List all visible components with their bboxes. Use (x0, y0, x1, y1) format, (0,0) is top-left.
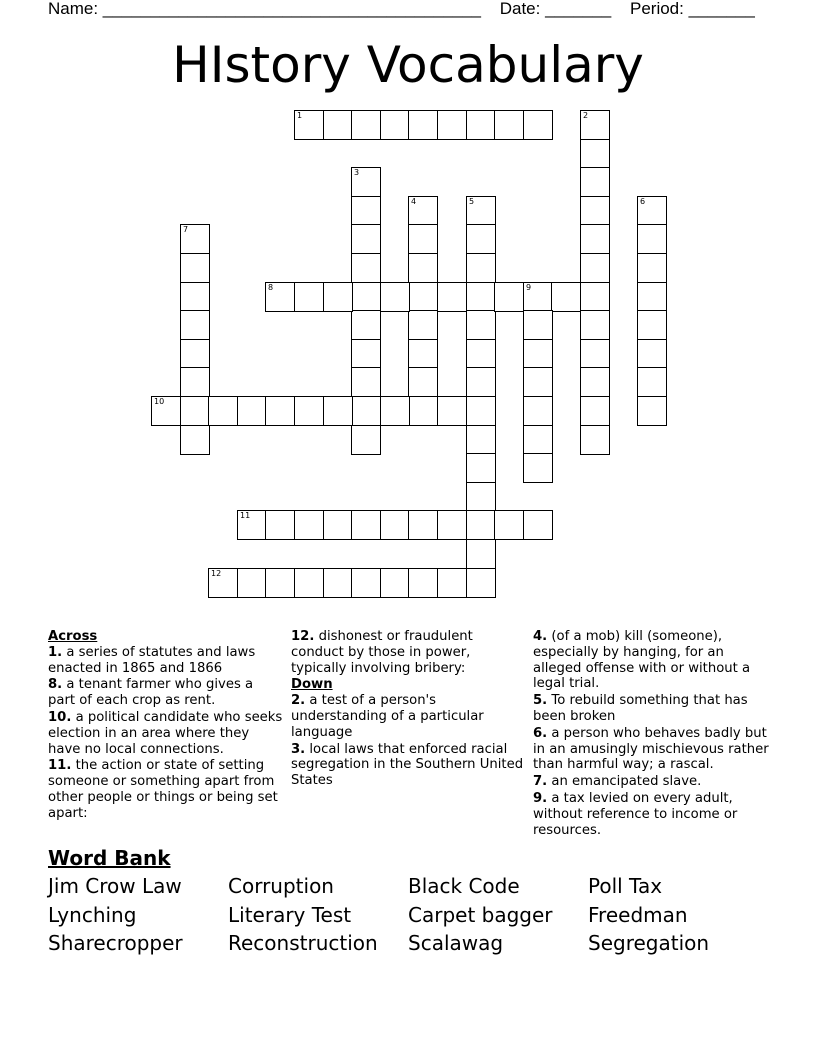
crossword-cell[interactable] (237, 510, 267, 540)
crossword-cell[interactable] (437, 110, 467, 140)
crossword-cell[interactable] (466, 339, 496, 369)
crossword-cell[interactable] (466, 224, 496, 254)
crossword-cell[interactable] (380, 282, 410, 312)
crossword-cell[interactable] (637, 396, 667, 426)
crossword-cell[interactable] (265, 396, 295, 426)
down-clue-5: 5. To rebuild something that has been broken (533, 693, 748, 724)
crossword-cell[interactable] (180, 310, 210, 340)
crossword-cell[interactable] (323, 282, 353, 312)
crossword-cell[interactable] (580, 339, 610, 369)
crossword-cell[interactable] (466, 110, 496, 140)
crossword-cell[interactable] (523, 310, 553, 340)
word-bank-item: Lynching (48, 903, 137, 927)
crossword-cell[interactable] (351, 224, 381, 254)
down-clue-4: 4. (of a mob) kill (someone), especially by hanging, for an alleged offense with or without a legal trial. (533, 629, 751, 692)
crossword-cell[interactable] (437, 510, 467, 540)
crossword-cell[interactable] (494, 282, 524, 312)
across-clue-10: 10. a political candidate who seeks election in an area where they have no local connections. (48, 709, 283, 757)
crossword-cell[interactable] (380, 568, 410, 598)
clue-number: 7 (183, 225, 189, 234)
crossword-cell[interactable] (351, 310, 381, 340)
crossword-cell[interactable] (437, 282, 467, 312)
across-clue-11: 11. the action or state of setting someone or something apart from other people or things or being set apart: (48, 758, 278, 821)
crossword-cell[interactable] (408, 367, 438, 397)
crossword-cell[interactable] (294, 110, 324, 140)
crossword-cell[interactable] (466, 539, 496, 569)
crossword-cell[interactable] (208, 568, 238, 598)
clue-number: 5 (469, 197, 475, 206)
crossword-cell[interactable] (637, 196, 667, 226)
crossword-cell[interactable] (580, 167, 610, 197)
crossword-cell[interactable] (523, 339, 553, 369)
crossword-cell[interactable] (408, 282, 438, 312)
crossword-cell[interactable] (380, 396, 410, 426)
crossword-cell[interactable] (351, 425, 381, 455)
crossword-cell[interactable] (351, 367, 381, 397)
crossword-cell[interactable] (380, 110, 410, 140)
crossword-cell[interactable] (408, 568, 438, 598)
crossword-cell[interactable] (180, 253, 210, 283)
crossword-cell[interactable] (180, 224, 210, 254)
crossword-cell[interactable] (180, 396, 210, 426)
crossword-cell[interactable] (523, 110, 553, 140)
crossword-cell[interactable] (523, 282, 553, 312)
crossword-cell[interactable] (580, 110, 610, 140)
word-bank-item: Freedman (588, 903, 688, 927)
across-heading: Across (48, 629, 98, 644)
crossword-cell[interactable] (466, 453, 496, 483)
crossword-cell[interactable] (580, 425, 610, 455)
crossword-cell[interactable] (580, 367, 610, 397)
word-bank-item: Scalawag (408, 931, 504, 955)
crossword-cell[interactable] (351, 396, 381, 426)
crossword-cell[interactable] (351, 339, 381, 369)
crossword-cell[interactable] (580, 139, 610, 169)
clue-number: 11 (240, 511, 251, 520)
crossword-cell[interactable] (466, 510, 496, 540)
crossword-cell[interactable] (466, 425, 496, 455)
crossword-cell[interactable] (408, 396, 438, 426)
word-bank-item: Segregation (588, 931, 710, 955)
crossword-cell[interactable] (580, 196, 610, 226)
clue-number: 2 (583, 111, 589, 120)
date-field[interactable]: Date: _______ (499, 0, 612, 18)
down-clue-9: 9. a tax levied on every adult, without reference to income or resources. (533, 790, 738, 838)
crossword-cell[interactable] (523, 425, 553, 455)
down-clue-7: 7. an emancipated slave. (533, 774, 702, 790)
student-info-header (48, 0, 769, 18)
crossword-cell[interactable] (637, 310, 667, 340)
clue-number: 1 (297, 111, 303, 120)
crossword-cell[interactable] (151, 396, 181, 426)
crossword-cell[interactable] (466, 282, 496, 312)
crossword-cell[interactable] (180, 425, 210, 455)
crossword-cell[interactable] (237, 568, 267, 598)
clue-number: 8 (268, 283, 274, 292)
crossword-cell[interactable] (323, 510, 353, 540)
clues-column-2 (291, 629, 527, 790)
crossword-cell[interactable] (351, 253, 381, 283)
crossword-cell[interactable] (351, 110, 381, 140)
crossword-cell[interactable] (380, 510, 410, 540)
crossword-cell[interactable] (637, 282, 667, 312)
crossword-cell[interactable] (294, 510, 324, 540)
word-bank-item: Reconstruction (228, 931, 378, 955)
crossword-cell[interactable] (551, 282, 581, 312)
crossword-cell[interactable] (180, 282, 210, 312)
word-bank-title: Word Bank (48, 846, 171, 870)
crossword-cell[interactable] (466, 482, 496, 512)
crossword-cell[interactable] (437, 568, 467, 598)
crossword-cell[interactable] (637, 367, 667, 397)
crossword-cell[interactable] (580, 253, 610, 283)
crossword-cell[interactable] (323, 110, 353, 140)
crossword-cell[interactable] (351, 167, 381, 197)
down-clue-6: 6. a person who behaves badly but in an amusingly mischievous rather than harmful way; a rascal. (533, 725, 769, 773)
crossword-cell[interactable] (637, 339, 667, 369)
crossword-cell[interactable] (523, 510, 553, 540)
name-field[interactable]: Name: ________________________________________ (48, 0, 481, 18)
crossword-cell[interactable] (437, 396, 467, 426)
clue-number: 4 (411, 197, 417, 206)
down-clue-2: 2. a test of a person's understanding of a particular language (291, 693, 484, 740)
word-bank-item: Corruption (228, 874, 334, 898)
crossword-cell[interactable] (265, 282, 295, 312)
crossword-cell[interactable] (637, 253, 667, 283)
crossword-cell[interactable] (580, 282, 610, 312)
crossword-cell[interactable] (408, 224, 438, 254)
across-clue-8: 8. a tenant farmer who gives a part of each crop as rent. (48, 677, 254, 709)
crossword-cell[interactable] (351, 282, 381, 312)
clue-number: 3 (354, 168, 360, 177)
crossword-cell[interactable] (265, 568, 295, 598)
crossword-cell[interactable] (180, 367, 210, 397)
crossword-cell[interactable] (494, 510, 524, 540)
crossword-cell[interactable] (494, 110, 524, 140)
word-bank-item: Sharecropper (48, 931, 183, 955)
crossword-cell[interactable] (408, 253, 438, 283)
crossword-cell[interactable] (466, 568, 496, 598)
crossword-cell[interactable] (580, 224, 610, 254)
crossword-cell[interactable] (466, 253, 496, 283)
crossword-cell[interactable] (180, 339, 210, 369)
down-clue-3: 3. local laws that enforced racial segregation in the Southern United States (291, 741, 524, 789)
crossword-cell[interactable] (265, 510, 295, 540)
crossword-cell[interactable] (637, 224, 667, 254)
crossword-cell[interactable] (580, 396, 610, 426)
crossword-cell[interactable] (408, 339, 438, 369)
crossword-cell[interactable] (466, 367, 496, 397)
page-title: HIstory Vocabulary (172, 36, 644, 94)
crossword-cell[interactable] (580, 310, 610, 340)
crossword-cell[interactable] (466, 310, 496, 340)
clue-number: 12 (211, 569, 222, 578)
word-bank-item: Poll Tax (588, 874, 663, 898)
period-field[interactable]: Period: _______ (630, 0, 755, 18)
word-bank-item: Carpet bagger (408, 903, 553, 927)
word-bank-item: Literary Test (228, 903, 352, 927)
crossword-cell[interactable] (351, 196, 381, 226)
crossword-cell[interactable] (294, 282, 324, 312)
clue-number: 6 (640, 197, 646, 206)
crossword-cell[interactable] (523, 367, 553, 397)
crossword-cell[interactable] (408, 510, 438, 540)
crossword-cell[interactable] (323, 396, 353, 426)
clue-number: 9 (526, 283, 532, 292)
down-heading: Down (291, 677, 333, 693)
clue-number: 10 (154, 397, 165, 406)
crossword-cell[interactable] (351, 510, 381, 540)
crossword-cell[interactable] (323, 568, 353, 598)
across-clue-12: 12. dishonest or fraudulent conduct by those in power, typically involving bribery: (291, 629, 473, 676)
crossword-cell[interactable] (408, 310, 438, 340)
clues-column-1 (48, 629, 284, 823)
crossword-cell[interactable] (466, 196, 496, 226)
crossword-cell[interactable] (466, 396, 496, 426)
crossword-cell[interactable] (237, 396, 267, 426)
crossword-cell[interactable] (523, 453, 553, 483)
word-bank-item: Jim Crow Law (48, 874, 182, 898)
crossword-cell[interactable] (208, 396, 238, 426)
crossword-cell[interactable] (351, 568, 381, 598)
clues-column-3 (533, 629, 769, 839)
crossword-cell[interactable] (523, 396, 553, 426)
crossword-cell[interactable] (294, 396, 324, 426)
across-clue-1: 1. a series of statutes and laws enacted in 1865 and 1866 (48, 644, 256, 676)
crossword-cell[interactable] (408, 196, 438, 226)
word-bank-item: Black Code (408, 874, 520, 898)
crossword-cell[interactable] (294, 568, 324, 598)
crossword-cell[interactable] (408, 110, 438, 140)
